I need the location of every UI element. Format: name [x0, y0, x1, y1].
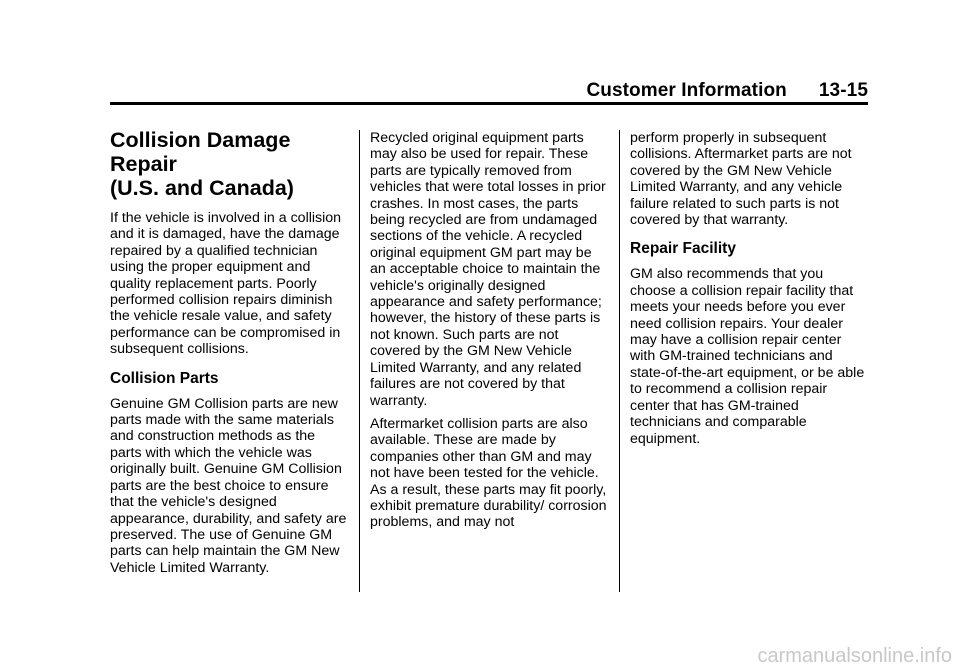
- repair-facility-heading: Repair Facility: [630, 240, 736, 258]
- header-rule: [110, 102, 868, 105]
- column-3: [630, 130, 868, 454]
- intro-paragraph: If the vehicle is involved in a collision and it is damaged, have the damage repaired by a qualified technician using the proper equipment and quality replacement parts. Poorly performed collision repairs diminish the vehicle resale value, and safety performance can be compromised in subsequent collisions.: [110, 210, 342, 358]
- section-title: Customer Information: [586, 80, 787, 101]
- aftermarket-continued-paragraph: perform properly in subsequent collisions. Aftermarket parts are not covered by the GM New Vehicle Limited Warranty, and any vehicle failure related to such parts is not covered by that warranty.: [630, 130, 852, 229]
- column-1: [110, 128, 348, 583]
- aftermarket-parts-paragraph: Aftermarket collision parts are also available. These are made by companies other than GM and may not have been tested for the vehicle. As a result, these parts may fit poorly, exhibit premature durability/ corrosion problems, and may not: [370, 415, 607, 531]
- collision-parts-heading: Collision Parts: [110, 369, 219, 387]
- watermark: carmanualsonline.info: [757, 645, 952, 667]
- main-heading-line1: Collision Damage Repair: [110, 128, 291, 176]
- column-divider-1: [359, 130, 360, 592]
- repair-facility-paragraph: GM also recommends that you choose a collision repair facility that meets your needs before you ever need collision repairs. Your dealer may have a collision repair center with GM-trained technicians and state-of-the-art equipment, or be able to recommend a collision repair center that has GM-trained technicians and comparable equipment.: [630, 266, 865, 447]
- page-number: 13-15: [818, 80, 868, 101]
- column-divider-2: [619, 130, 620, 592]
- main-heading: [110, 128, 348, 200]
- collision-parts-paragraph: Genuine GM Collision parts are new parts made with the same materials and construction methods as the parts with which the vehicle was originally built. Genuine GM Collision parts are the best choice to ensure that the vehicle's designed appearance, durability, and safety are preserved. The use of Genuine GM parts can help maintain the GM New Vehicle Limited Warranty.: [110, 395, 347, 576]
- main-heading-line2: (U.S. and Canada): [110, 176, 294, 200]
- recycled-parts-paragraph: Recycled original equipment parts may also be used for repair. These parts are typically removed from vehicles that were total losses in prior crashes. In most cases, the parts being recycled are from undamaged sections of the vehicle. A recycled original equipment GM part may be an acceptable choice to maintain the vehicle's originally designed appearance and safety performance; however, the history of these parts is not known. Such parts are not covered by the GM New Vehicle Limited Warranty, and any related failures are not covered by that warranty.: [370, 130, 606, 409]
- column-2: [370, 130, 608, 538]
- page-header: [586, 80, 868, 102]
